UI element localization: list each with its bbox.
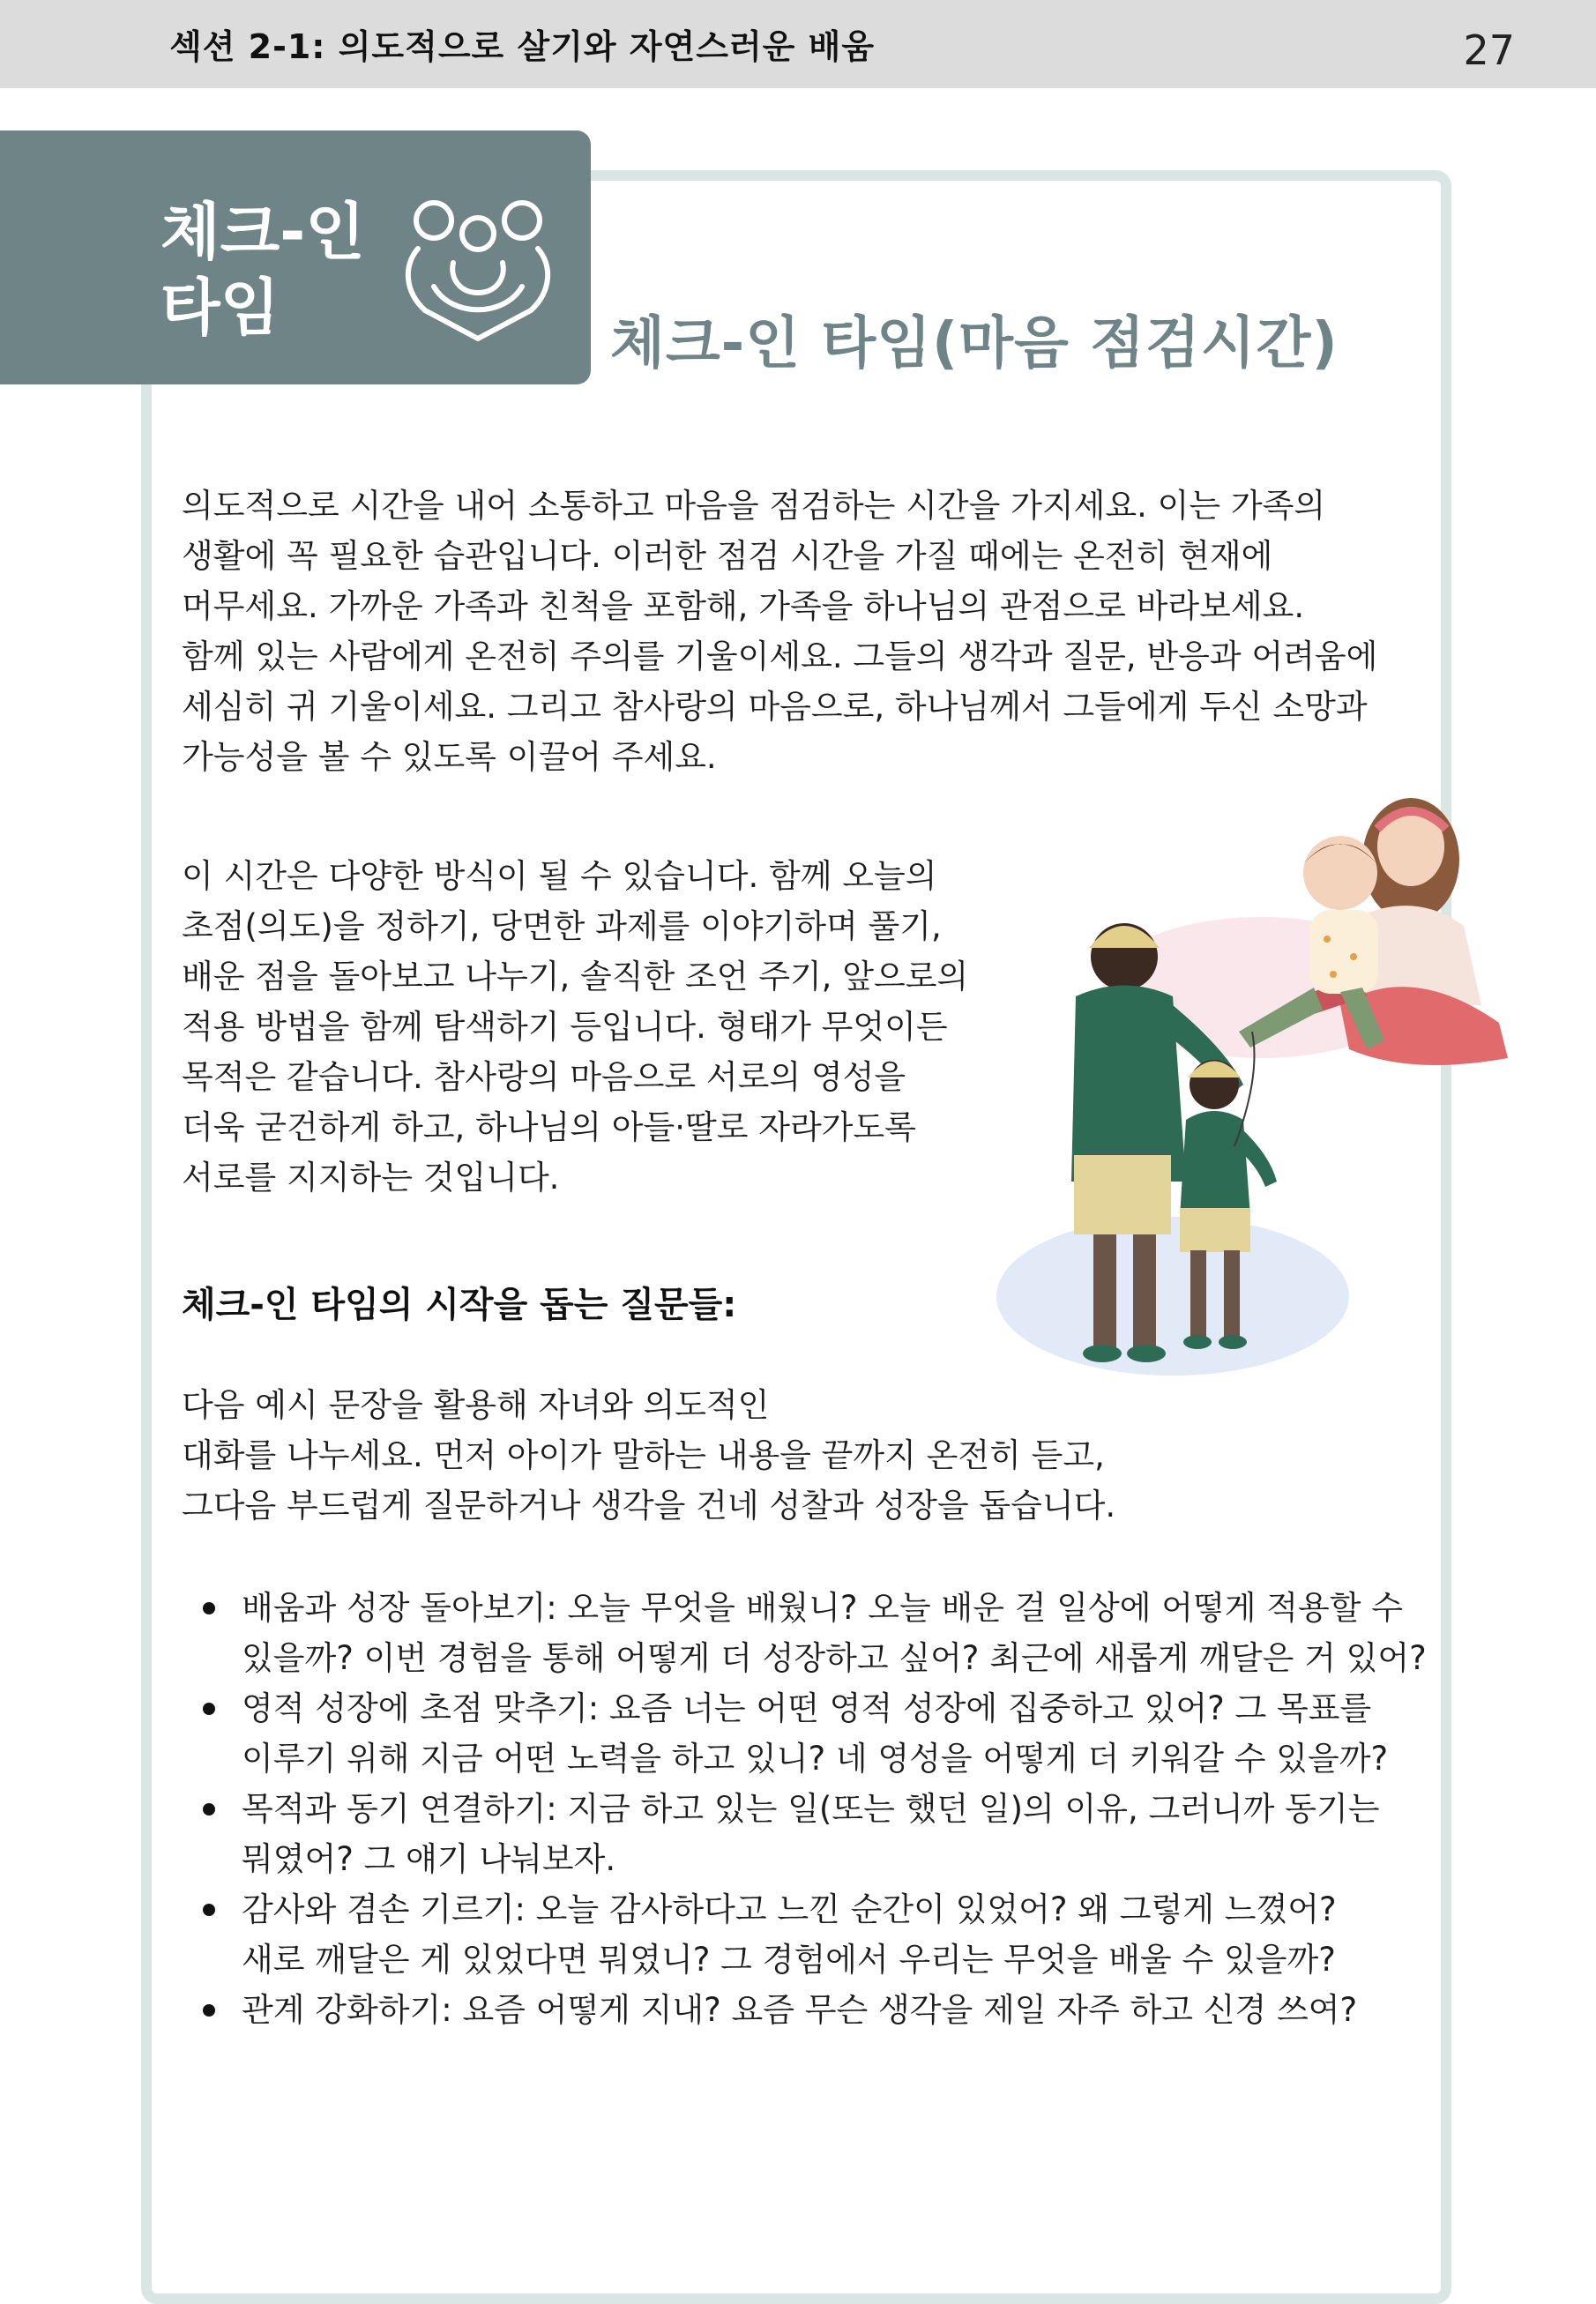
list-item	[182, 1784, 1451, 1884]
family-heart-icon	[399, 194, 557, 344]
intro-line: 생활에 꼭 필요한 습관입니다. 이러한 점검 시간을 가질 때에는 온전히 현재에	[182, 537, 1273, 575]
methods-line: 서로를 지지하는 것입니다.	[182, 1159, 560, 1197]
intro-paragraph	[182, 481, 1434, 782]
bullet-icon	[203, 2004, 215, 2017]
questions-list	[182, 1583, 1451, 2035]
question-line: 목적과 동기 연결하기: 지금 하고 있는 일(또는 했던 일)의 이유, 그러니까 동기는	[242, 1790, 1380, 1828]
intro-line: 의도적으로 시간을 내어 소통하고 마음을 점검하는 시간을 가지세요. 이는 가족의	[182, 487, 1326, 525]
question-line: 배움과 성장 돌아보기: 오늘 무엇을 배웠니? 오늘 배운 걸 일상에 어떻게 적용할 수	[242, 1589, 1403, 1627]
intro-line: 함께 있는 사람에게 온전히 주의를 기울이세요. 그들의 생각과 질문, 반응과 어려움에	[182, 638, 1378, 675]
methods-line: 더욱 굳건하게 하고, 하나님의 아들·딸로 자라가도록	[182, 1108, 916, 1146]
intro-line: 세심히 귀 기울이세요. 그리고 참사랑의 마음으로, 하나님께서 그들에게 두신 소망과	[182, 688, 1368, 726]
methods-paragraph	[182, 851, 975, 1203]
question-line: 관계 강화하기: 요즘 어떻게 지내? 요즘 무슨 생각을 제일 자주 하고 신경 쓰여?	[242, 1991, 1358, 2029]
bullet-icon	[203, 1803, 215, 1816]
questions-intro-line: 대화를 나누세요. 먼저 아이가 말하는 내용을 끝까지 온전히 듣고,	[182, 1436, 1105, 1474]
methods-line: 초점(의도)을 정하기, 당면한 과제를 이야기하며 풀기,	[182, 907, 942, 945]
list-item	[182, 1884, 1451, 1985]
questions-intro-line: 그다음 부드럽게 질문하거나 생각을 건네 성찰과 성장을 돕습니다.	[182, 1487, 1116, 1525]
intro-line: 가능성을 볼 수 있도록 이끌어 주세요.	[182, 738, 717, 776]
methods-line: 배운 점을 돌아보고 나누기, 솔직한 조언 주기, 앞으로의	[182, 958, 969, 995]
question-line: 있을까? 이번 경험을 통해 어떻게 더 성장하고 싶어? 최근에 새롭게 깨달은 거 있어?	[242, 1639, 1427, 1677]
list-item	[182, 1985, 1451, 2035]
page-number: 27	[1463, 26, 1515, 74]
family-illustration	[970, 741, 1534, 1411]
bullet-icon	[203, 1602, 215, 1614]
question-line: 감사와 겸손 기르기: 오늘 감사하다고 느낀 순간이 있었어? 왜 그렇게 느꼈어?	[242, 1890, 1337, 1928]
page-title: 체크-인 타임(마음 점검시간)	[610, 311, 1339, 377]
question-line: 뭐였어? 그 얘기 나눠보자.	[242, 1840, 616, 1878]
methods-line: 목적은 같습니다. 참사랑의 마음으로 서로의 영성을	[182, 1058, 906, 1096]
intro-line: 머무세요. 가까운 가족과 친척을 포함해, 가족을 하나님의 관점으로 바라보세요.	[182, 587, 1305, 625]
question-line: 새로 깨달은 게 있었다면 뭐였니? 그 경험에서 우리는 무엇을 배울 수 있을까?	[242, 1941, 1336, 1979]
methods-line: 이 시간은 다양한 방식이 될 수 있습니다. 함께 오늘의	[182, 857, 937, 895]
list-item	[182, 1683, 1451, 1784]
bullet-icon	[203, 1703, 215, 1715]
questions-intro-line: 다음 예시 문장을 활용해 자녀와 의도적인	[182, 1386, 770, 1424]
bullet-icon	[203, 1904, 215, 1916]
list-item	[182, 1583, 1451, 1683]
badge-title	[160, 194, 365, 346]
questions-intro-paragraph	[182, 1380, 1328, 1531]
section-title: 섹션 2-1: 의도적으로 살기와 자연스러운 배움	[169, 27, 876, 66]
badge-title-line-2: 타임	[160, 272, 280, 344]
question-line: 영적 성장에 초점 맞추기: 요즘 너는 어떤 영적 성장에 집중하고 있어? 그 목표를	[242, 1689, 1372, 1727]
questions-heading: 체크-인 타임의 시작을 돕는 질문들:	[182, 1285, 737, 1325]
question-line: 이루기 위해 지금 어떤 노력을 하고 있니? 네 영성을 어떻게 더 키워갈 수 있을까?	[242, 1740, 1389, 1778]
methods-line: 적용 방법을 함께 탐색하기 등입니다. 형태가 무엇이든	[182, 1008, 948, 1046]
badge-title-line-1: 체크-인	[160, 196, 365, 268]
